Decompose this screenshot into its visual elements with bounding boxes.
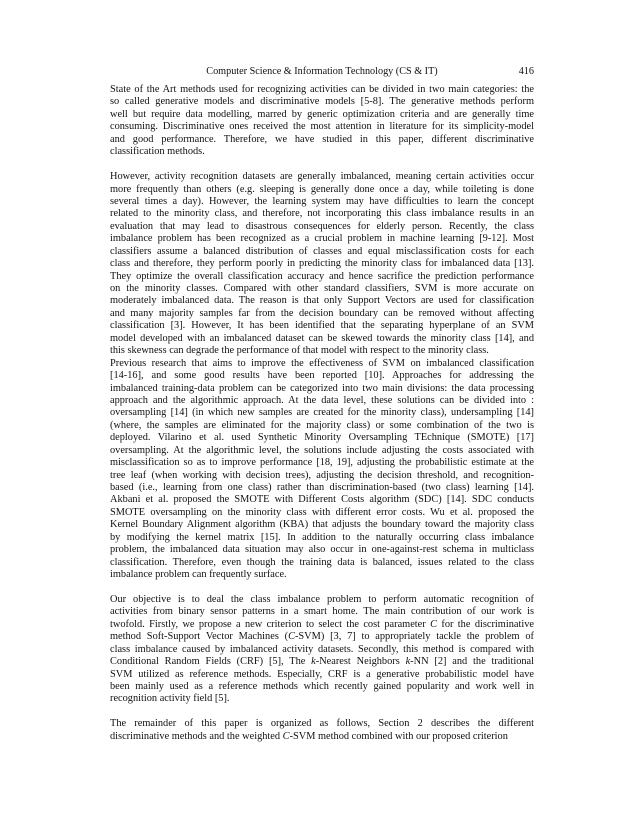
text-line: deployed. Vilarino et al. used Synthetic Minority Oversampling TEchnique (SMOTE) [17] bbox=[110, 432, 534, 444]
text-line: SMOTE oversampling on the minority class with different error costs. Wu et al. proposed the bbox=[110, 506, 534, 518]
text-line: problem, the imbalanced data situation may also occur in one-against-rest schema in multiclass bbox=[110, 544, 534, 556]
text-line: tree leaf (when working with decision trees), adjusting the decision threshold, and recognition- bbox=[110, 469, 534, 481]
text-line: class imbalance caused by imbalanced activity datasets. Secondly, this method is compared with bbox=[110, 643, 534, 655]
paragraph-remainder bbox=[110, 718, 534, 743]
text-line: Kernel Boundary Alignment algorithm (KBA) that adjusts the boundary toward the majority class bbox=[110, 519, 534, 531]
text-line: activities from binary sensor patterns in a smart home. The main contribution of our work is bbox=[110, 606, 534, 618]
text-line: this skewness can degrade the performance of that model with respect to the minority class. bbox=[110, 345, 489, 357]
text-line: [14-16], and some good results have been reported [10]. Approaches for addressing the bbox=[110, 370, 534, 382]
text-line: oversampling [14] (in which new samples are created for the minority class), undersampling [14] bbox=[110, 407, 534, 419]
text-line: classifiers assume a balanced distribution of classes and equal misclassification costs for each bbox=[110, 245, 534, 257]
text-line: twofold. Firstly, we propose a new criterion to select the cost parameter C for the discriminative bbox=[110, 618, 534, 630]
text-line: imbalanced training-data problem can be categorized into two main divisions: the data processing bbox=[110, 382, 534, 394]
page-number: 416 bbox=[518, 66, 534, 77]
text-line: classification. Therefore, even though the training data is balanced, issues related to the class bbox=[110, 556, 534, 568]
paragraph-objective bbox=[110, 594, 534, 706]
text-line: class and therefore, they perform poorly in predicting the minority class for imbalanced data [13]. bbox=[110, 258, 534, 270]
text-line: classification [3]. However, It has been identified that the separating hyperplane of an SVM bbox=[110, 320, 534, 332]
text-line: misclassification so as to improve performance [18, 19], adjusting the probabilistic estimate at the bbox=[110, 457, 534, 469]
header-title: Computer Science & Information Technology (CS & IT) bbox=[206, 66, 438, 77]
text-line: The remainder of this paper is organized as follows, Section 2 describes the different bbox=[110, 718, 534, 730]
text-line: more frequently than others (e.g. sleeping is generally done once a day, while toileting is done bbox=[110, 183, 534, 195]
text-line: Conditional Random Fields (CRF) [5], The k-Nearest Neighbors k-NN [2] and the traditional bbox=[110, 656, 534, 668]
text-line: imbalance problem can frequently surface. bbox=[110, 569, 287, 581]
text-line: method Soft-Support Vector Machines (C-SVM) [3, 7] to appropriately tackle the problem of bbox=[110, 631, 534, 643]
text-line: They optimize the overall classification accuracy and hence sacrifice the prediction performance bbox=[110, 270, 534, 282]
text-line: consuming. Discriminative ones received the most attention in literature for its simplicity-model bbox=[110, 121, 534, 133]
text-line: imbalance problem has been recognized as a crucial problem in machine learning [9-12]. Most bbox=[110, 233, 534, 245]
text-line: by modifying the kernel matrix [15]. In addition to the naturally occurring class imbalance bbox=[110, 531, 534, 543]
text-line: (where, the samples are eliminated for the majority class) or some combination of the two is bbox=[110, 419, 534, 431]
paragraph-intro bbox=[110, 84, 534, 159]
text-line: and many majority samples far from the decision boundary can be removed without affecting bbox=[110, 307, 534, 319]
text-line: recognition activity field [5]. bbox=[110, 693, 230, 705]
text-line: model developed with an imbalanced dataset can be skewed towards the minority class [14], and bbox=[110, 332, 534, 344]
text-line: However, activity recognition datasets are generally imbalanced, meaning certain activities occur bbox=[110, 171, 534, 183]
paragraph-previous-research bbox=[110, 358, 534, 582]
text-line: and good performance. Therefore, we have studied in this paper, different discriminative bbox=[110, 133, 534, 145]
text-line: Previous research that aims to improve the effectiveness of SVM on imbalanced classification bbox=[110, 357, 534, 369]
text-line: classification methods. bbox=[110, 146, 205, 158]
text-line: SVM utilized as reference methods. Especially, CRF is a generative probabilistic model have bbox=[110, 668, 534, 680]
text-line: on the minority classes. Compared with other standard classifiers, SVM is more accurate on bbox=[110, 283, 534, 294]
text-line: evaluation that may lead to disastrous consequences for elderly person. Recently, the class bbox=[110, 220, 534, 232]
text-line: several times a day). However, the learning system may have difficulties to learn the concept bbox=[110, 195, 534, 207]
text-line: State of the Art methods used for recognizing activities can be divided in two main categories: the bbox=[110, 84, 534, 95]
running-header bbox=[110, 66, 534, 80]
text-line: Akbani et al. proposed the SMOTE with Different Costs algorithm (SDC) [14]. SDC conducts bbox=[110, 494, 534, 506]
text-line: moderately imbalanced data. The reason is that only Support Vectors are used for classification bbox=[110, 295, 534, 307]
text-line: well but require data modelling, marred by generic optimization criteria and are generally time bbox=[110, 108, 534, 120]
text-line: based (i.e., learning from one class) rather than discrimination-based (two class) learning [14]. bbox=[110, 482, 534, 493]
text-line: Our objective is to deal the class imbalance problem to perform automatic recognition of bbox=[110, 593, 534, 605]
text-line: oversampling. At the algorithmic level, the solutions include adjusting the costs associated with bbox=[110, 444, 534, 456]
paragraph-imbalance bbox=[110, 171, 534, 358]
text-line: discriminative methods and the weighted C-SVM method combined with our proposed criterion bbox=[110, 730, 508, 742]
body-text bbox=[110, 84, 534, 743]
text-line: been mainly used as a reference methods which recently gained popularity and work well in bbox=[110, 681, 534, 692]
text-line: related to the minority class, and therefore, not incorporating this class imbalance results in an bbox=[110, 208, 534, 220]
text-line: approach and the algorithmic approach. At the data level, these solutions can be divided into : bbox=[110, 394, 534, 406]
text-line: so called generative models and discriminative models [5-8]. The generative methods perform bbox=[110, 96, 534, 108]
